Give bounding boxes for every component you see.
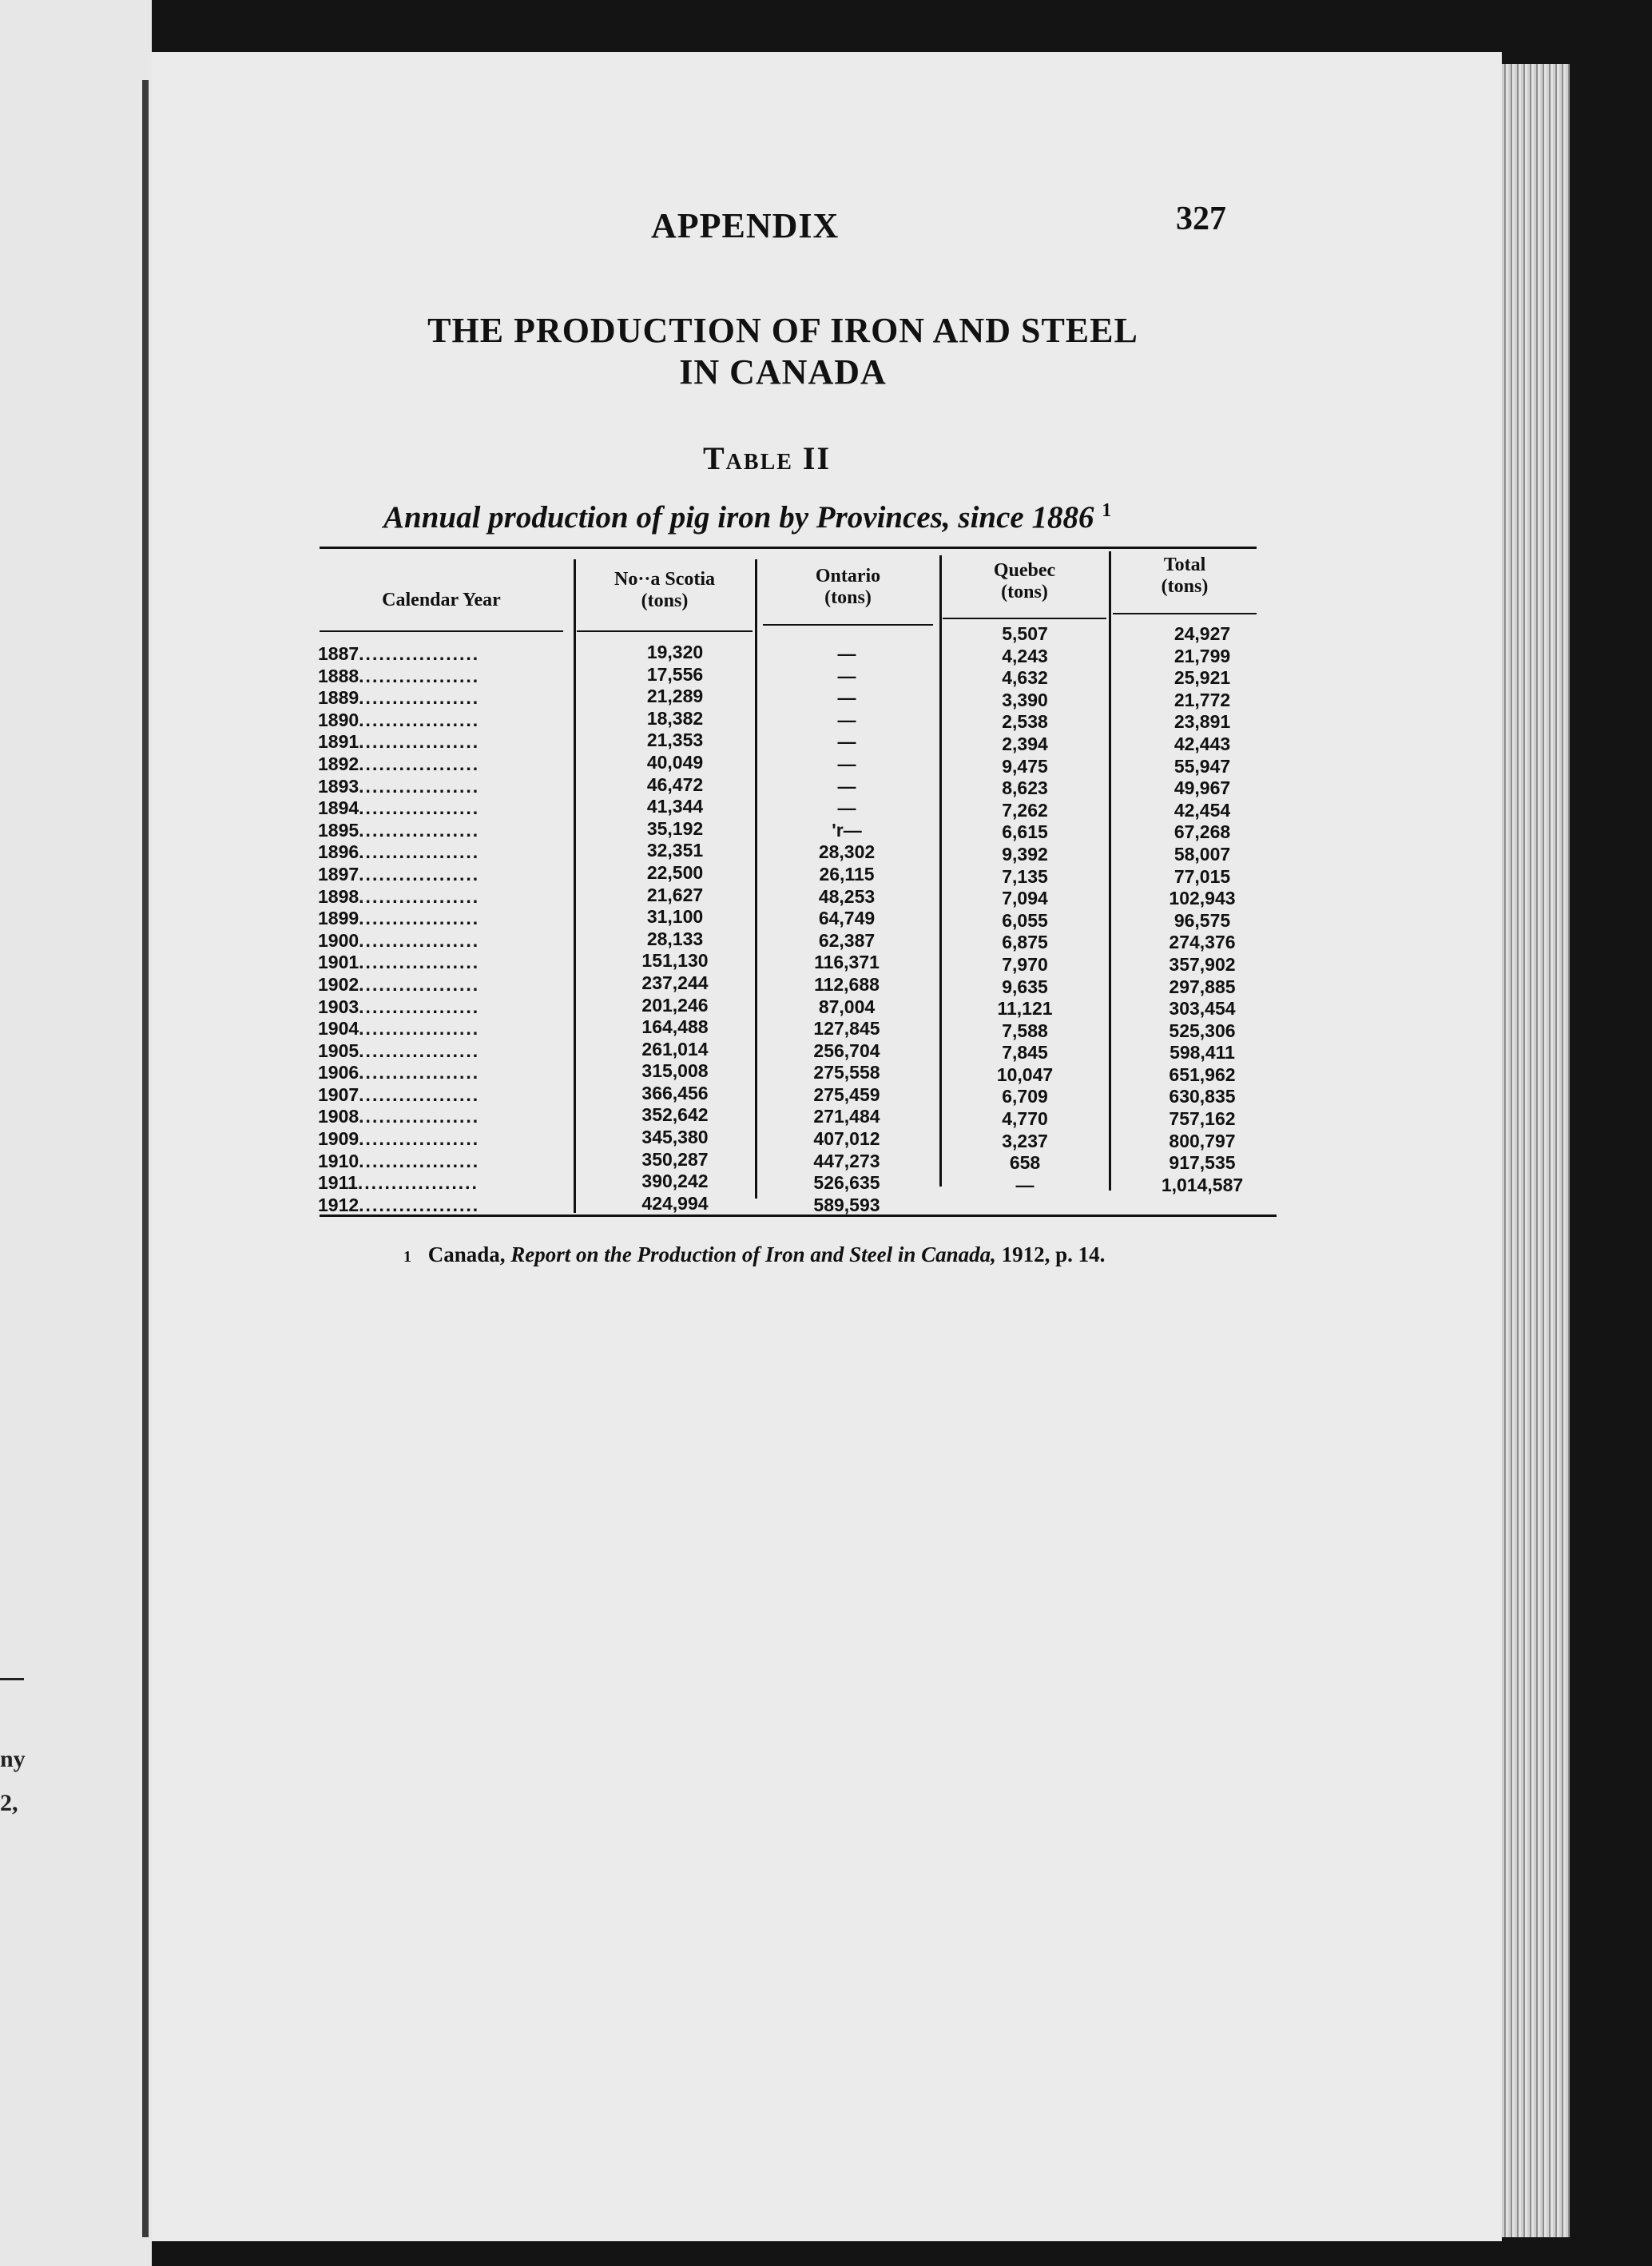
year-cell xyxy=(318,666,479,688)
year-cell xyxy=(318,996,479,1019)
ontario-cell: — xyxy=(837,687,856,709)
ontario-cell: — xyxy=(837,709,856,730)
total-cell: 25,921 xyxy=(1173,667,1231,689)
total-cell: 757,162 xyxy=(1169,1108,1236,1130)
leader-dots: .................. xyxy=(359,996,480,1017)
footnote-title: Report on the Production of Iron and Steel in Canada, xyxy=(510,1242,996,1266)
ontario-cell: 48,253 xyxy=(818,885,876,907)
nova-scotia-cell: 164,488 xyxy=(641,1016,709,1038)
nova-scotia-cell: 28,133 xyxy=(646,928,704,949)
year-cell xyxy=(318,908,479,930)
leader-dots: .................. xyxy=(359,1128,480,1150)
total-cell: 96,575 xyxy=(1173,909,1231,931)
year-label: 1888 xyxy=(318,665,359,686)
year-label: 1893 xyxy=(318,775,359,797)
total-cell: 303,454 xyxy=(1169,998,1236,1020)
nova-scotia-column xyxy=(595,642,755,1214)
ontario-cell: — xyxy=(837,753,856,774)
column-header-unit: (tons) xyxy=(1161,576,1209,597)
title-line: IN CANADA xyxy=(679,352,887,392)
total-cell: 357,902 xyxy=(1169,953,1236,975)
leader-dots: .................. xyxy=(359,1106,480,1127)
column-header-unit: (tons) xyxy=(641,590,689,611)
year-label: 1900 xyxy=(318,929,359,951)
ontario-cell: 'r— xyxy=(832,819,862,841)
leader-dots: .................. xyxy=(359,973,480,995)
ontario-cell: — xyxy=(837,797,856,819)
total-cell: 917,535 xyxy=(1169,1152,1236,1174)
ontario-cell: — xyxy=(837,643,856,664)
nova-scotia-cell: 390,242 xyxy=(641,1171,709,1192)
ontario-cell: 87,004 xyxy=(818,996,876,1017)
leader-dots: .................. xyxy=(359,1018,480,1040)
nova-scotia-cell: 19,320 xyxy=(646,642,704,662)
leader-dots: .................. xyxy=(359,709,480,730)
column-header-label: Quebec xyxy=(993,560,1056,581)
leader-dots: .................. xyxy=(359,929,480,951)
total-cell: 24,927 xyxy=(1173,623,1231,644)
nova-scotia-cell: 41,344 xyxy=(646,796,704,817)
nova-scotia-cell: 352,642 xyxy=(641,1104,709,1126)
total-cell: 630,835 xyxy=(1169,1086,1236,1107)
footnote-prefix: Canada, xyxy=(427,1242,506,1266)
year-cell xyxy=(318,776,479,798)
nova-scotia-cell: 350,287 xyxy=(641,1148,709,1170)
quebec-column xyxy=(945,623,1105,1196)
leader-dots: .................. xyxy=(359,1083,480,1105)
quebec-cell: 8,623 xyxy=(1002,777,1048,799)
quebec-cell: 4,770 xyxy=(1002,1108,1048,1130)
year-cell xyxy=(318,820,479,842)
leader-dots: .................. xyxy=(359,753,480,774)
total-column xyxy=(1114,623,1290,1196)
quebec-cell: 7,135 xyxy=(1002,865,1048,887)
year-label: 1895 xyxy=(318,819,359,841)
quebec-cell: 10,047 xyxy=(996,1063,1054,1085)
quebec-cell: 4,632 xyxy=(1002,667,1048,689)
ontario-cell: 256,704 xyxy=(813,1040,880,1061)
year-label: 1897 xyxy=(318,863,359,885)
leader-dots: .................. xyxy=(359,797,480,819)
year-label: 1901 xyxy=(318,952,359,973)
total-cell: 21,799 xyxy=(1173,645,1231,666)
ontario-cell: 26,115 xyxy=(819,863,875,885)
year-label: 1903 xyxy=(318,996,359,1017)
ontario-cell: — xyxy=(837,665,856,686)
column-header-label: Total xyxy=(1163,555,1206,575)
quebec-cell: 7,845 xyxy=(1002,1042,1048,1063)
year-label: 1907 xyxy=(318,1083,359,1105)
year-label: 1887 xyxy=(318,643,359,664)
total-cell: 1,014,587 xyxy=(1161,1174,1244,1195)
ontario-cell: 28,302 xyxy=(818,841,876,863)
quebec-cell: 7,588 xyxy=(1002,1020,1048,1041)
total-cell: 651,962 xyxy=(1169,1063,1236,1085)
leader-dots: .................. xyxy=(359,1062,480,1083)
total-cell: 55,947 xyxy=(1173,755,1231,777)
total-cell: 42,454 xyxy=(1173,799,1231,821)
header-rule xyxy=(320,630,563,632)
column-header-unit: (tons) xyxy=(824,587,872,608)
quebec-cell: — xyxy=(1015,1174,1034,1195)
year-label: 1894 xyxy=(318,797,359,819)
ontario-cell: — xyxy=(837,731,856,753)
total-cell: 525,306 xyxy=(1169,1020,1236,1041)
ontario-cell: 407,012 xyxy=(813,1128,880,1150)
year-label: 1905 xyxy=(318,1040,359,1061)
nova-scotia-cell: 21,289 xyxy=(646,686,704,707)
header-rule xyxy=(943,618,1106,619)
column-header-ontario xyxy=(763,566,933,609)
year-cell xyxy=(318,710,479,732)
table-label: Table II xyxy=(703,440,832,476)
nova-scotia-cell: 22,500 xyxy=(646,861,704,883)
year-cell xyxy=(318,1062,479,1084)
total-cell: 77,015 xyxy=(1173,865,1231,887)
leader-dots: .................. xyxy=(357,1172,479,1194)
total-cell: 274,376 xyxy=(1169,932,1236,953)
footnote xyxy=(403,1242,1105,1267)
quebec-cell: 7,970 xyxy=(1002,953,1048,975)
year-cell xyxy=(318,864,479,886)
year-cell xyxy=(318,1151,479,1173)
quebec-cell: 658 xyxy=(1009,1152,1041,1174)
nova-scotia-cell: 366,456 xyxy=(641,1082,709,1103)
nova-scotia-cell: 237,244 xyxy=(641,972,709,993)
column-header-quebec xyxy=(943,560,1106,603)
leader-dots: .................. xyxy=(359,819,480,841)
title-line: THE PRODUCTION OF IRON AND STEEL xyxy=(427,311,1138,350)
leader-dots: .................. xyxy=(359,908,480,929)
header-rule xyxy=(1113,613,1257,614)
nova-scotia-cell: 345,380 xyxy=(641,1127,709,1148)
leader-dots: .................. xyxy=(359,731,480,753)
year-label: 1898 xyxy=(318,885,359,907)
column-header-nova-scotia xyxy=(577,569,753,612)
footnote-reference: 1 xyxy=(1102,500,1112,521)
year-cell xyxy=(318,1106,479,1128)
total-cell: 102,943 xyxy=(1169,888,1236,909)
column-divider xyxy=(574,559,576,1213)
column-header-total xyxy=(1113,555,1257,598)
ontario-cell: 64,749 xyxy=(818,908,876,929)
nova-scotia-cell: 21,353 xyxy=(646,729,704,751)
ontario-cell: — xyxy=(837,775,856,797)
year-cell xyxy=(318,731,479,753)
page-gutter xyxy=(142,80,149,2237)
quebec-cell: 9,475 xyxy=(1002,755,1048,777)
column-header-label: Ontario xyxy=(815,566,881,586)
nova-scotia-cell: 46,472 xyxy=(646,773,704,795)
leader-dots: .................. xyxy=(359,687,480,709)
year-label: 1904 xyxy=(318,1018,359,1040)
nova-scotia-cell: 315,008 xyxy=(641,1060,709,1082)
leader-dots: .................. xyxy=(359,1040,480,1061)
year-cell xyxy=(318,1195,479,1217)
quebec-cell: 6,709 xyxy=(1002,1086,1048,1107)
quebec-cell: 9,392 xyxy=(1002,843,1048,865)
quebec-cell: 2,538 xyxy=(1002,711,1048,733)
leader-dots: .................. xyxy=(359,863,480,885)
nova-scotia-cell: 40,049 xyxy=(646,751,704,773)
facing-page xyxy=(0,0,152,2266)
year-label: 1911 xyxy=(318,1172,358,1194)
quebec-cell: 3,390 xyxy=(1002,689,1048,710)
ontario-cell: 275,558 xyxy=(813,1062,880,1083)
year-cell xyxy=(318,841,479,864)
total-cell: 58,007 xyxy=(1173,843,1231,865)
total-cell: 598,411 xyxy=(1170,1042,1235,1063)
year-cell xyxy=(318,687,479,710)
header-rule xyxy=(763,624,933,626)
total-cell: 42,443 xyxy=(1173,733,1231,754)
page-edges xyxy=(1502,64,1570,2237)
ontario-column xyxy=(767,643,927,1216)
nova-scotia-cell: 35,192 xyxy=(646,817,704,839)
leader-dots: .................. xyxy=(359,885,480,907)
quebec-cell: 9,635 xyxy=(1002,976,1048,997)
nova-scotia-cell: 424,994 xyxy=(641,1192,709,1214)
year-cell xyxy=(318,974,479,996)
column-header-label: No··a Scotia xyxy=(614,569,715,590)
year-label: 1902 xyxy=(318,973,359,995)
ontario-cell: 447,273 xyxy=(813,1150,880,1171)
nova-scotia-cell: 17,556 xyxy=(646,663,704,685)
year-label: 1889 xyxy=(318,687,359,709)
year-cell xyxy=(318,930,479,952)
year-label: 1899 xyxy=(318,908,359,929)
column-divider xyxy=(755,559,757,1199)
ontario-cell: 112,688 xyxy=(814,973,880,995)
column-divider xyxy=(1109,551,1111,1191)
year-cell xyxy=(318,886,479,908)
year-column xyxy=(318,643,479,1216)
nova-scotia-cell: 32,351 xyxy=(646,840,704,861)
year-label: 1906 xyxy=(318,1062,359,1083)
year-cell xyxy=(318,1018,479,1040)
ontario-cell: 275,459 xyxy=(813,1083,880,1105)
year-label: 1910 xyxy=(318,1150,359,1171)
nova-scotia-cell: 201,246 xyxy=(641,994,709,1016)
header-rule xyxy=(577,630,753,632)
quebec-cell: 5,507 xyxy=(1002,623,1048,644)
quebec-cell: 4,243 xyxy=(1002,645,1048,666)
total-cell: 67,268 xyxy=(1173,821,1231,843)
quebec-cell: 6,055 xyxy=(1002,909,1048,931)
nova-scotia-cell: 21,627 xyxy=(646,884,704,905)
footnote-mark: 1 xyxy=(403,1248,411,1266)
page-title xyxy=(351,310,1214,393)
ontario-cell: 271,484 xyxy=(813,1106,880,1127)
leader-dots: .................. xyxy=(359,1194,480,1215)
year-cell xyxy=(318,1128,479,1151)
total-cell: 23,891 xyxy=(1173,711,1231,733)
leader-dots: .................. xyxy=(359,952,480,973)
year-label: 1896 xyxy=(318,841,359,863)
quebec-cell: 3,237 xyxy=(1002,1130,1048,1151)
column-header-label: Calendar Year xyxy=(382,590,501,610)
year-label: 1909 xyxy=(318,1128,359,1150)
ontario-cell: 62,387 xyxy=(818,929,876,951)
total-cell: 49,967 xyxy=(1173,777,1231,799)
quebec-cell: 6,615 xyxy=(1002,821,1048,843)
footnote-suffix: 1912, p. 14. xyxy=(1001,1242,1106,1266)
facing-page-fragment: 2, xyxy=(0,1790,18,1816)
nova-scotia-cell: 18,382 xyxy=(646,707,704,729)
year-cell xyxy=(318,643,479,666)
year-label: 1891 xyxy=(318,731,359,753)
caption-text: Annual production of pig iron by Provinces, since 1886 xyxy=(383,500,1094,535)
year-cell xyxy=(318,952,479,974)
quebec-cell: 11,121 xyxy=(997,998,1053,1020)
column-header-year xyxy=(320,590,563,611)
year-label: 1892 xyxy=(318,753,359,774)
year-cell xyxy=(318,1084,479,1107)
year-cell xyxy=(318,753,479,776)
facing-page-fragment: ny xyxy=(0,1746,26,1772)
leader-dots: .................. xyxy=(359,643,480,664)
ontario-cell: 526,635 xyxy=(813,1172,880,1194)
ontario-cell: 116,371 xyxy=(814,952,880,973)
year-label: 1890 xyxy=(318,709,359,730)
nova-scotia-cell: 261,014 xyxy=(641,1038,709,1059)
facing-page-rule xyxy=(0,1678,24,1680)
leader-dots: .................. xyxy=(359,1150,480,1171)
leader-dots: .................. xyxy=(359,841,480,863)
nova-scotia-cell: 31,100 xyxy=(646,906,704,928)
ontario-cell: 127,845 xyxy=(813,1018,880,1040)
year-cell xyxy=(318,1172,479,1195)
quebec-cell: 2,394 xyxy=(1002,733,1048,754)
quebec-cell: 7,094 xyxy=(1002,888,1048,909)
total-cell: 21,772 xyxy=(1173,689,1231,710)
column-divider xyxy=(939,555,942,1187)
table-caption xyxy=(383,499,1111,535)
quebec-cell: 6,875 xyxy=(1002,932,1048,953)
table-top-rule xyxy=(320,547,1257,549)
year-cell xyxy=(318,1040,479,1063)
running-head: APPENDIX xyxy=(651,206,840,245)
leader-dots: .................. xyxy=(359,775,480,797)
quebec-cell: 7,262 xyxy=(1002,799,1048,821)
page-number: 327 xyxy=(1176,201,1226,237)
column-header-unit: (tons) xyxy=(1001,582,1048,602)
leader-dots: .................. xyxy=(359,665,480,686)
year-cell xyxy=(318,797,479,820)
total-cell: 297,885 xyxy=(1169,976,1236,997)
nova-scotia-cell: 151,130 xyxy=(641,950,709,972)
total-cell: 800,797 xyxy=(1169,1130,1236,1151)
ontario-cell: 589,593 xyxy=(813,1194,880,1215)
year-label: 1912 xyxy=(318,1194,359,1215)
year-label: 1908 xyxy=(318,1106,359,1127)
